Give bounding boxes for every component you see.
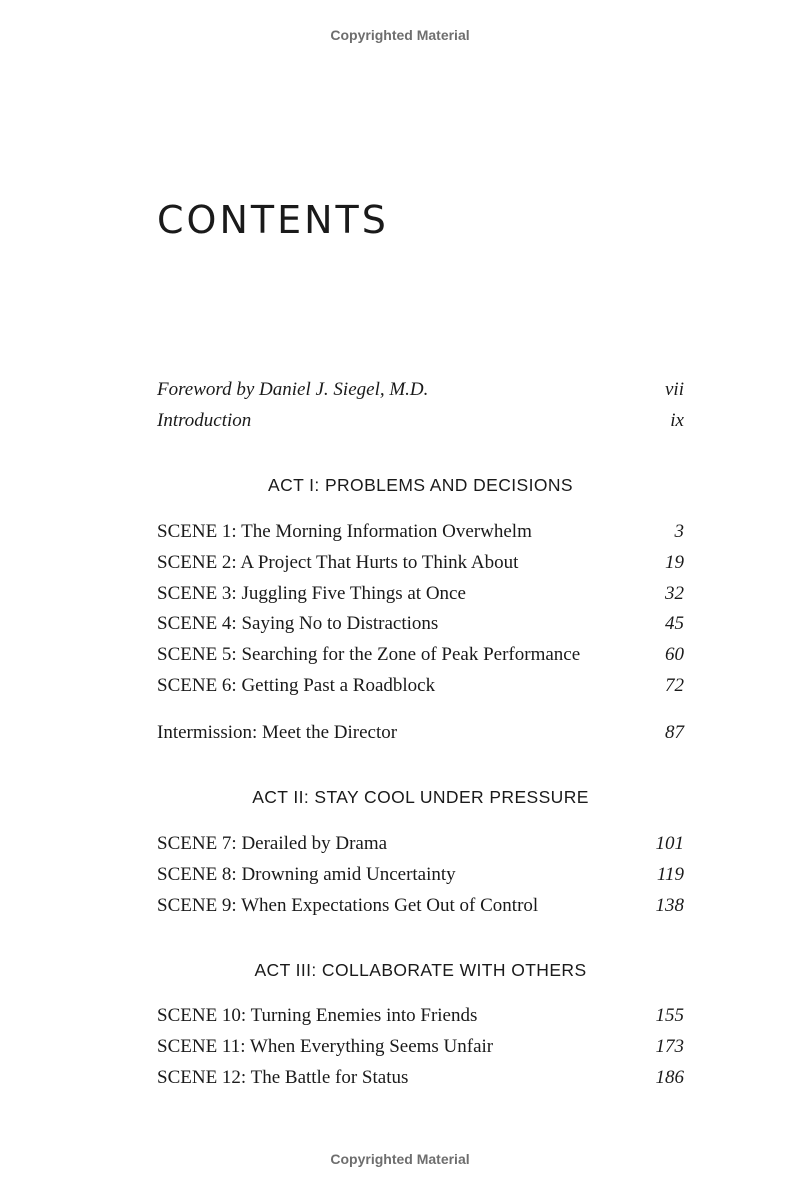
toc-entry-label: SCENE 2: A Project That Hurts to Think About xyxy=(157,552,519,574)
act-1-heading: ACT I: PROBLEMS AND DECISIONS xyxy=(268,475,573,496)
toc-entry-scene-5[interactable] xyxy=(157,640,684,671)
toc-entry-label: SCENE 3: Juggling Five Things at Once xyxy=(157,582,466,604)
toc-entry-introduction[interactable] xyxy=(157,406,684,437)
toc-entry-page: 32 xyxy=(665,582,684,604)
toc-entry-page: 87 xyxy=(665,721,684,743)
act-2-heading: ACT II: STAY COOL UNDER PRESSURE xyxy=(252,787,589,808)
table-of-contents xyxy=(157,375,684,1093)
page-title: CONTENTS xyxy=(157,198,389,242)
toc-entry-page: 119 xyxy=(656,863,684,885)
toc-entry-label: SCENE 1: The Morning Information Overwhelm xyxy=(157,521,532,543)
toc-entry-scene-9[interactable] xyxy=(157,891,684,922)
toc-entry-label: SCENE 6: Getting Past a Roadblock xyxy=(157,674,436,696)
copyright-watermark-bottom: Copyrighted Material xyxy=(330,1151,470,1167)
toc-entry-page: ix xyxy=(670,409,684,431)
toc-entry-label: Intermission: Meet the Director xyxy=(157,721,398,743)
toc-entry-foreword[interactable] xyxy=(157,375,684,406)
toc-entry-label: Foreword by Daniel J. Siegel, M.D. xyxy=(157,379,429,400)
toc-entry-page: 173 xyxy=(655,1035,684,1057)
toc-entry-scene-10[interactable] xyxy=(157,1001,684,1032)
copyright-watermark-top: Copyrighted Material xyxy=(330,27,470,43)
toc-entry-label: SCENE 12: The Battle for Status xyxy=(157,1066,409,1088)
toc-entry-scene-12[interactable] xyxy=(157,1063,684,1094)
toc-entry-page: 45 xyxy=(665,613,684,635)
toc-entry-label: Introduction xyxy=(157,409,252,431)
toc-entry-label: SCENE 10: Turning Enemies into Friends xyxy=(157,1005,478,1027)
toc-entry-scene-11[interactable] xyxy=(157,1032,684,1063)
toc-entry-page: vii xyxy=(665,379,684,400)
toc-entry-scene-1[interactable] xyxy=(157,517,684,548)
toc-entry-page: 186 xyxy=(655,1066,684,1088)
toc-entry-scene-4[interactable] xyxy=(157,609,684,640)
toc-entry-label: SCENE 9: When Expectations Get Out of Control xyxy=(157,894,539,916)
toc-entry-label: SCENE 5: Searching for the Zone of Peak Performance xyxy=(157,644,581,666)
act-3-heading: ACT III: COLLABORATE WITH OTHERS xyxy=(254,960,587,981)
toc-entry-scene-2[interactable] xyxy=(157,548,684,579)
toc-entry-page: 19 xyxy=(665,552,684,574)
toc-entry-page: 138 xyxy=(655,894,684,916)
toc-entry-label: SCENE 4: Saying No to Distractions xyxy=(157,613,439,635)
toc-entry-page: 155 xyxy=(655,1005,684,1027)
toc-entry-intermission[interactable] xyxy=(157,718,684,749)
toc-entry-scene-6[interactable] xyxy=(157,671,684,702)
toc-entry-scene-3[interactable] xyxy=(157,579,684,610)
toc-entry-scene-8[interactable] xyxy=(157,860,684,891)
toc-entry-label: SCENE 11: When Everything Seems Unfair xyxy=(157,1035,494,1057)
toc-entry-page: 72 xyxy=(665,674,684,696)
toc-entry-label: SCENE 7: Derailed by Drama xyxy=(157,833,388,855)
toc-entry-label: SCENE 8: Drowning amid Uncertainty xyxy=(157,863,456,885)
toc-entry-page: 3 xyxy=(674,521,684,543)
toc-entry-page: 60 xyxy=(665,644,684,666)
toc-entry-scene-7[interactable] xyxy=(157,829,684,860)
toc-entry-page: 101 xyxy=(655,833,684,855)
